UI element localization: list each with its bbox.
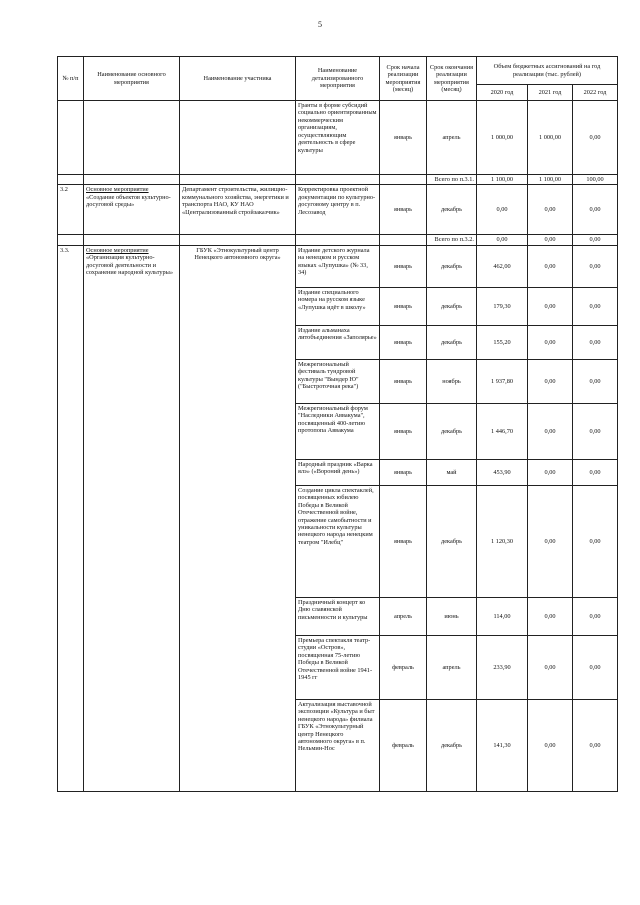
detail-cell: Актуализация выставочной экспозиции «Культура и быт ненецкого народа» филиала ГБУК «Этнокультурный центр Ненецкого автономного округа» в п. Нельмин-Нос: [296, 699, 380, 791]
detail-cell: Межрегиональный форум "Наследники Аввакума", посвященный 400-летию протопопа Аввакума: [296, 403, 380, 459]
total-row-3-2: [58, 235, 618, 245]
detail-cell: Народный праздник «Варка ялэ» («Вороний день»): [296, 459, 380, 485]
start-cell: январь: [380, 101, 427, 175]
end-cell: апрель: [427, 635, 477, 699]
detail-cell: Создание цикла спектаклей, посвященных юбилею Победы в Великой Отечественной войне, отражение самобытности и уникальности культуры ненецкого народа ненецким театром "Илебц": [296, 485, 380, 597]
value-2020-cell: 0,00: [477, 185, 528, 235]
value-2022-cell: 0,00: [573, 359, 618, 403]
main-event-cell: Основное мероприятие «Организация культурно-досуговой деятельности и сохранение народной культуры»: [84, 245, 180, 791]
end-cell: апрель: [427, 101, 477, 175]
value-2020-cell: 1 937,80: [477, 359, 528, 403]
total-2022: 0,00: [573, 235, 618, 245]
end-cell: май: [427, 459, 477, 485]
detail-cell: Межрегиональный фестиваль тундровой культуры "Вындер Ю" ("Быстроточная река"): [296, 359, 380, 403]
end-cell: декабрь: [427, 699, 477, 791]
value-2022-cell: 0,00: [573, 485, 618, 597]
header-participant: Наименование участника: [180, 57, 296, 101]
total-2020: 0,00: [477, 235, 528, 245]
detail-cell: Корректировка проектной документации по культурно-досуговому центру в п. Лесозавод: [296, 185, 380, 235]
table-row: [58, 101, 618, 175]
start-cell: январь: [380, 459, 427, 485]
value-2022-cell: 0,00: [573, 597, 618, 635]
start-cell: январь: [380, 185, 427, 235]
total-label: Всего по п.3.1.: [427, 175, 477, 185]
participant-cell: Департамент строительства, жилищно-коммунального хозяйства, энергетики и транспорта НАО, КУ НАО «Централизованный стройзаказчик»: [180, 185, 296, 235]
detail-cell: Гранты в форме субсидий социально ориентированным некоммерческим организациям, осуществляющим деятельность в сфере культуры: [296, 101, 380, 175]
end-cell: декабрь: [427, 185, 477, 235]
value-2021-cell: 1 000,00: [528, 101, 573, 175]
value-2022-cell: 0,00: [573, 635, 618, 699]
header-year-2022: 2022 год: [573, 85, 618, 101]
value-2020-cell: 233,90: [477, 635, 528, 699]
value-2020-cell: 453,90: [477, 459, 528, 485]
value-2020-cell: 462,00: [477, 245, 528, 287]
row-number: 3.3.: [58, 245, 84, 791]
value-2020-cell: 155,20: [477, 325, 528, 359]
value-2021-cell: 0,00: [528, 325, 573, 359]
header-year-2021: 2021 год: [528, 85, 573, 101]
table-row: [58, 185, 618, 235]
value-2021-cell: 0,00: [528, 597, 573, 635]
detail-cell: Издание альманаха литобъединения «Заполярье»: [296, 325, 380, 359]
header-budget: Объем бюджетных ассигнований на год реализации (тыс. рублей): [477, 57, 618, 85]
value-2021-cell: 0,00: [528, 359, 573, 403]
detail-cell: Издание специального номера на русском языке «Лупушка идёт в школу»: [296, 287, 380, 325]
total-2021: 0,00: [528, 235, 573, 245]
value-2020-cell: 1 000,00: [477, 101, 528, 175]
participant-cell: ГБУК «Этнокультурный центр Ненецкого автономного округа»: [180, 245, 296, 791]
value-2021-cell: 0,00: [528, 287, 573, 325]
value-2022-cell: 0,00: [573, 245, 618, 287]
value-2021-cell: 0,00: [528, 403, 573, 459]
value-2020-cell: 1 446,70: [477, 403, 528, 459]
value-2021-cell: 0,00: [528, 245, 573, 287]
start-cell: январь: [380, 287, 427, 325]
value-2022-cell: 0,00: [573, 185, 618, 235]
value-2022-cell: 0,00: [573, 403, 618, 459]
value-2022-cell: 0,00: [573, 287, 618, 325]
main-event-cell: Основное мероприятие «Создание объектов культурно-досуговой среды»: [84, 185, 180, 235]
total-2020: 1 100,00: [477, 175, 528, 185]
value-2022-cell: 0,00: [573, 459, 618, 485]
start-cell: февраль: [380, 699, 427, 791]
value-2021-cell: 0,00: [528, 185, 573, 235]
start-cell: январь: [380, 359, 427, 403]
page-number: 5: [318, 20, 322, 29]
end-cell: декабрь: [427, 325, 477, 359]
value-2020-cell: 1 120,30: [477, 485, 528, 597]
value-2020-cell: 179,30: [477, 287, 528, 325]
start-cell: январь: [380, 403, 427, 459]
end-cell: декабрь: [427, 245, 477, 287]
value-2022-cell: 0,00: [573, 325, 618, 359]
total-2021: 1 100,00: [528, 175, 573, 185]
detail-cell: Праздничный концерт ко Дню славянской письменности и культуры: [296, 597, 380, 635]
start-cell: февраль: [380, 635, 427, 699]
detail-cell: Премьера спектакля театр-студии «Остров», посвященная 75-летию Победы в Великой Отечественной войне 1941-1945 гг: [296, 635, 380, 699]
value-2021-cell: 0,00: [528, 459, 573, 485]
total-2022: 100,00: [573, 175, 618, 185]
header-year-2020: 2020 год: [477, 85, 528, 101]
total-row-3-1: [58, 175, 618, 185]
end-cell: декабрь: [427, 403, 477, 459]
end-cell: ноябрь: [427, 359, 477, 403]
value-2022-cell: 0,00: [573, 699, 618, 791]
header-num: № п/п: [58, 57, 84, 101]
budget-table: [57, 56, 618, 792]
detail-cell: Издание детского журнала на ненецком и русском языках «Лупушка» (№ 33, 34): [296, 245, 380, 287]
value-2021-cell: 0,00: [528, 635, 573, 699]
row-number: 3.2: [58, 185, 84, 235]
header-start: Срок начала реализации мероприятия (месяц): [380, 57, 427, 101]
start-cell: апрель: [380, 597, 427, 635]
end-cell: декабрь: [427, 287, 477, 325]
value-2020-cell: 141,30: [477, 699, 528, 791]
start-cell: январь: [380, 245, 427, 287]
header-main-event: Наименование основного мероприятия: [84, 57, 180, 101]
end-cell: июнь: [427, 597, 477, 635]
header-end: Срок окончания реализации мероприятия (месяц): [427, 57, 477, 101]
value-2021-cell: 0,00: [528, 485, 573, 597]
value-2022-cell: 0,00: [573, 101, 618, 175]
table-row: [58, 245, 618, 287]
value-2021-cell: 0,00: [528, 699, 573, 791]
total-label: Всего по п.3.2.: [427, 235, 477, 245]
header-detailed-event: Наименование детализированного мероприятия: [296, 57, 380, 101]
end-cell: декабрь: [427, 485, 477, 597]
start-cell: январь: [380, 485, 427, 597]
start-cell: январь: [380, 325, 427, 359]
value-2020-cell: 114,00: [477, 597, 528, 635]
